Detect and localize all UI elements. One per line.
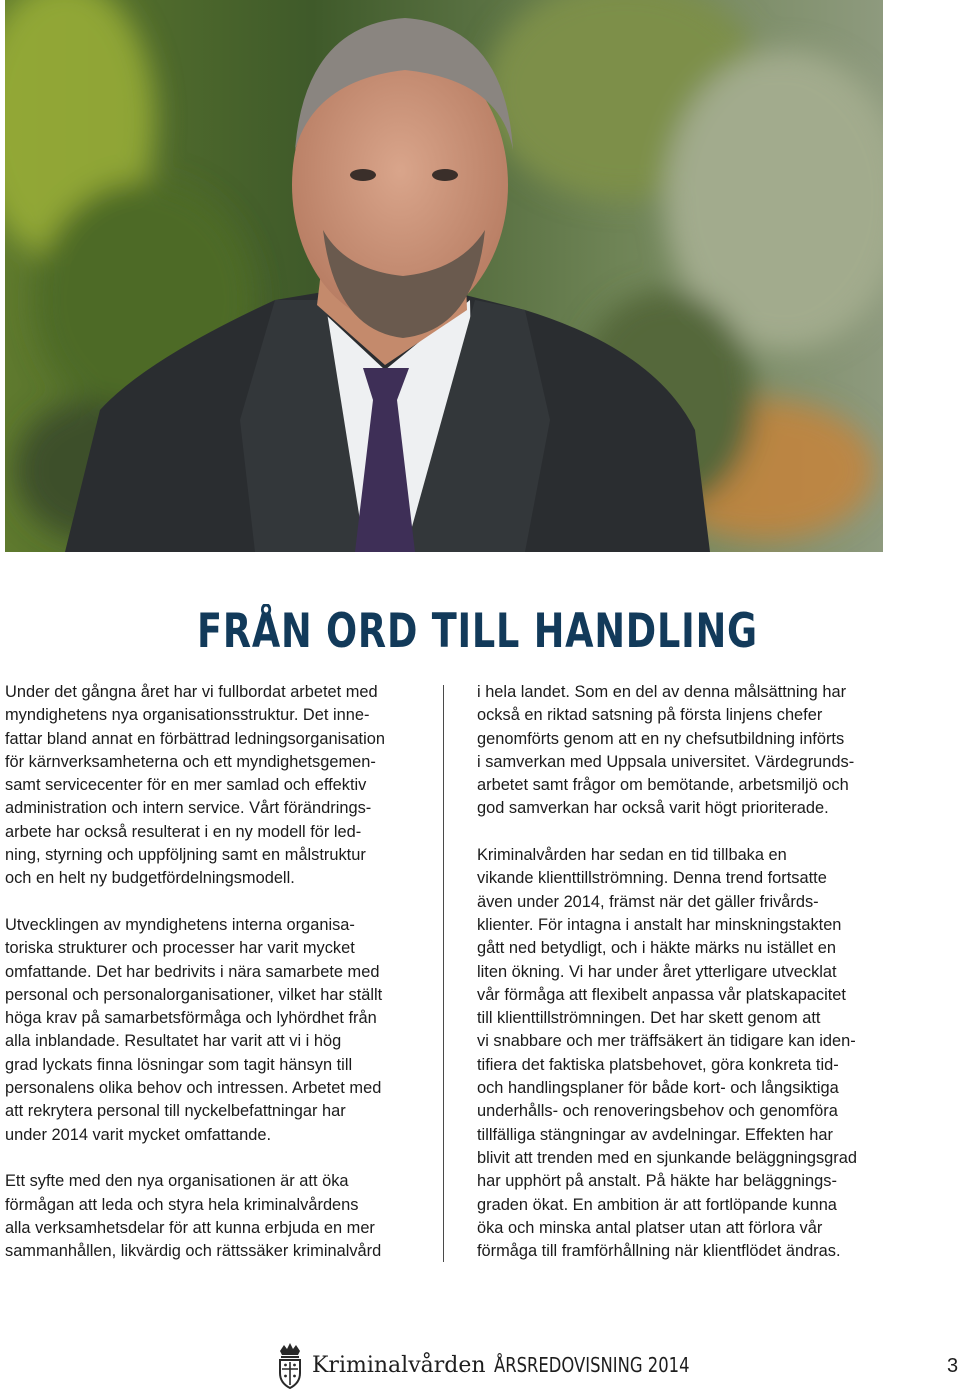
right-column xyxy=(477,681,887,1287)
text-line: sammanhållen, likvärdig och rättssäker kriminalvård xyxy=(5,1242,382,1261)
paragraph xyxy=(5,1170,417,1263)
text-line: för kärnverksamheterna och ett myndighetsgemen- xyxy=(5,752,376,771)
text-line: god samverkan har också varit högt prioriterade. xyxy=(477,799,829,818)
text-line: fattar bland annat en förbättrad ledningsorganisation xyxy=(5,729,385,748)
text-line: personalens olika behov och intressen. Arbetet med xyxy=(5,1079,382,1098)
report-title: ÅRSREDOVISNING 2014 xyxy=(493,1353,690,1377)
text-line: personal och personalorganisationer, vilket har ställt xyxy=(5,985,383,1004)
text-line: arbete har också resulterat i en ny modell för led- xyxy=(5,822,362,841)
text-line: toriska strukturer och processer har varit mycket xyxy=(5,939,355,958)
paragraph xyxy=(477,681,887,821)
text-line: Utvecklingen av myndighetens interna organisa- xyxy=(5,915,355,934)
text-line: förmågan att leda och styra hela kriminalvårdens xyxy=(5,1195,359,1214)
text-line: samt servicecenter för en mer samlad och effektiv xyxy=(5,776,367,795)
text-line: öka och minska antal platser utan att förlora vår xyxy=(477,1218,823,1237)
page-title: FRÅN ORD TILL HANDLING xyxy=(197,604,758,659)
text-line: att rekrytera personal till nyckelbefattningar har xyxy=(5,1102,346,1121)
page-number: 3 xyxy=(947,1355,959,1377)
text-line: och handlingsplaner för både kort- och långsiktiga xyxy=(477,1079,839,1098)
text-line: vi snabbare och mer träffsäkert än tidigare kan iden- xyxy=(477,1032,856,1051)
text-line: administration och intern service. Vårt förändrings- xyxy=(5,799,372,818)
text-line: och en helt ny budgetfördelningsmodell. xyxy=(5,869,295,888)
text-line: graden ökat. En ambition är att fortlöpande kunna xyxy=(477,1195,837,1214)
text-line: i samverkan med Uppsala universitet. Värdegrunds- xyxy=(477,752,855,771)
text-line: Kriminalvården har sedan en tid tillbaka en xyxy=(477,846,787,865)
portrait-photo xyxy=(5,0,883,552)
text-line: underhålls- och renoveringsbehov och genomföra xyxy=(477,1102,838,1121)
left-column xyxy=(5,681,417,1287)
text-line: tillfälliga stängningar av avdelningar. Effekten har xyxy=(477,1125,833,1144)
text-line: till klienttillströmningen. Det har skett genom att xyxy=(477,1009,821,1028)
text-line: ning, styrning och uppföljning samt en målstruktur xyxy=(5,846,366,865)
brand-name: Kriminalvården xyxy=(312,1352,486,1378)
text-line: gått ned betydligt, och i häkte märks nu istället en xyxy=(477,939,836,958)
text-line: i hela landet. Som en del av denna målsättning har xyxy=(477,683,847,701)
text-line: klienter. För intagna i anstalt har minskningstakten xyxy=(477,915,842,934)
text-line: genomförts genom att en ny chefsutbildning införts xyxy=(477,729,845,748)
text-line: myndighetens nya organisationsstruktur. Det inne- xyxy=(5,706,370,725)
column-divider xyxy=(443,685,444,1262)
text-line: vår förmåga att flexibelt anpassa vår platskapacitet xyxy=(477,985,846,1004)
text-line: Under det gångna året har vi fullbordat arbetet med xyxy=(5,683,378,701)
text-line: blivit att trenden med en sjunkande beläggningsgrad xyxy=(477,1148,857,1167)
paragraph xyxy=(477,844,887,1263)
text-line: under 2014 varit mycket omfattande. xyxy=(5,1125,272,1144)
text-line: grad lyckats finna lösningar som tagit hänsyn till xyxy=(5,1055,353,1074)
text-line: arbetet samt frågor om bemötande, arbetsmiljö och xyxy=(477,776,849,795)
text-line: har upphört på anstalt. På häkte har beläggnings- xyxy=(477,1172,837,1191)
text-line: omfattande. Det har bedrivits i nära samarbete med xyxy=(5,962,380,981)
text-line: alla verksamhetsdelar för att kunna erbjuda en mer xyxy=(5,1218,375,1237)
text-line: även under 2014, främst när det gäller frivårds- xyxy=(477,892,819,911)
paragraph xyxy=(5,681,417,891)
paragraph xyxy=(5,914,417,1147)
text-line: liten ökning. Vi har under året ytterligare utvecklat xyxy=(477,962,837,981)
text-line: alla inblandade. Resultatet har varit att vi i hög xyxy=(5,1032,342,1051)
text-line: höga krav på samarbetsförmåga och lyhördhet från xyxy=(5,1009,377,1028)
text-line: tifiera det faktiska platsbehovet, göra konkreta tid- xyxy=(477,1055,839,1074)
footer xyxy=(277,1340,732,1390)
crown-crest-icon xyxy=(277,1341,303,1389)
text-line: Ett syfte med den nya organisationen är att öka xyxy=(5,1172,349,1191)
text-line: också en riktad satsning på första linjens chefer xyxy=(477,706,823,725)
text-line: vikande klienttillströmning. Denna trend fortsatte xyxy=(477,869,827,888)
text-line: förmåga till framförhållning när klientflödet ändras. xyxy=(477,1242,841,1261)
